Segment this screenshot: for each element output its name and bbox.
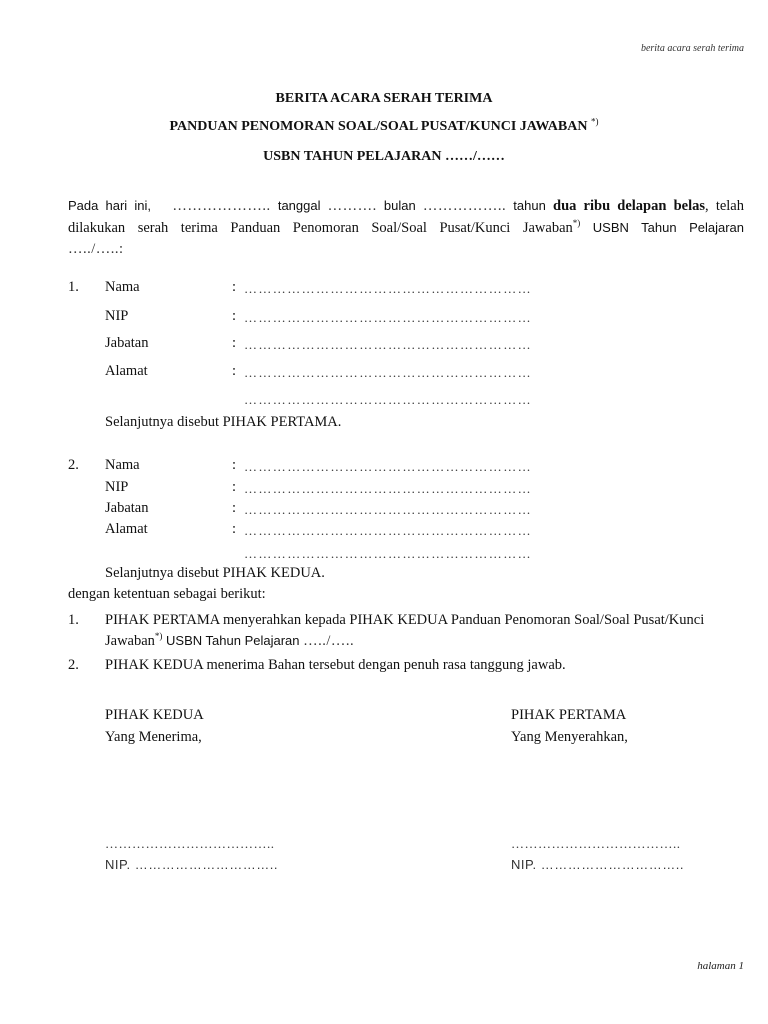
colon: : [232,363,237,379]
colon: : [232,500,237,516]
colon: : [232,335,237,351]
title-line-3: USBN TAHUN PELAJARAN ……/…… [263,149,505,164]
colon: : [232,279,237,295]
year-text: dua ribu delapan belas [553,198,706,214]
signature-right-role: PIHAK PERTAMA [511,707,627,723]
party-2-closing: Selanjutnya disebut PIHAK KEDUA. [105,565,325,581]
party-2-nip-field[interactable]: …………………………………………………… [244,481,532,496]
title-line-1: BERITA ACARA SERAH TERIMA [275,91,493,106]
party-1-number: 1. [68,279,79,295]
running-header: berita acara serah terima [640,43,744,54]
party-2-nip-label: NIP [105,479,129,495]
intro-line-1: Pada hari ini, ……………….. tanggal ………. bulan …………….. tahun dua ribu delapan belas, telah [68,198,744,214]
colon: : [232,308,237,324]
signature-left-nip[interactable]: NIP. ………………………….. [105,857,278,872]
colon: : [232,457,237,473]
signature-left-role: PIHAK KEDUA [105,707,204,723]
party-2-jabatan-label: Jabatan [105,500,149,516]
term-2-line-1: PIHAK KEDUA menerima Bahan tersebut dengan penuh rasa tanggung jawab. [105,657,566,673]
party-1-nip-label: NIP [105,308,129,324]
footnote-marker: *) [590,116,599,127]
term-1-line-1: PIHAK PERTAMA menyerahkan kepada PIHAK KEDUA Panduan Penomoran Soal/Soal Pusat/Kunci [105,612,705,628]
intro-line-2: dilakukan serah terima Panduan Penomoran Soal/Soal Pusat/Kunci Jawaban*) USBN Tahun Pelajaran [68,218,745,236]
term-1-number: 1. [68,612,79,628]
party-1-alamat-field[interactable]: …………………………………………………… [244,365,532,380]
party-1-alamat-label: Alamat [105,363,148,379]
party-2-alamat-field[interactable]: …………………………………………………… [244,523,532,538]
party-2-number: 2. [68,457,79,473]
party-2-nama-field[interactable]: …………………………………………………… [244,459,532,474]
party-1-jabatan-field[interactable]: …………………………………………………… [244,337,532,352]
party-1-nama-label: Nama [105,279,140,295]
signature-left-name-line[interactable]: ……………………………….. [105,836,275,851]
title-line-2: PANDUAN PENOMORAN SOAL/SOAL PUSAT/KUNCI JAWABAN [169,119,588,134]
party-1-nip-field[interactable]: …………………………………………………… [244,310,532,325]
party-1-jabatan-label: Jabatan [105,335,149,351]
intro-line-3: …../…..: [68,241,124,257]
party-2-alamat-field-2[interactable]: …………………………………………………… [244,546,532,561]
party-1-nama-field[interactable]: …………………………………………………… [244,281,532,296]
party-2-alamat-label: Alamat [105,521,148,537]
signature-right-caption: Yang Menyerahkan, [511,729,628,745]
page-number: halaman 1 [697,960,744,972]
document-subtitle [0,116,768,135]
term-1-line-2: Jawaban*) USBN Tahun Pelajaran …../….. [105,631,355,649]
party-1-closing: Selanjutnya disebut PIHAK PERTAMA. [105,414,342,430]
intro-paragraph [68,195,744,260]
term-2-number: 2. [68,657,79,673]
document-title [0,91,768,107]
signature-right-nip[interactable]: NIP. ………………………….. [511,857,684,872]
colon: : [232,479,237,495]
terms-intro: dengan ketentuan sebagai berikut: [68,586,266,602]
colon: : [232,521,237,537]
signature-right-name-line[interactable]: ……………………………….. [511,836,681,851]
party-1-alamat-field-2[interactable]: …………………………………………………… [244,392,532,407]
party-2-nama-label: Nama [105,457,140,473]
signature-left-caption: Yang Menerima, [105,729,202,745]
party-2-jabatan-field[interactable]: …………………………………………………… [244,502,532,517]
